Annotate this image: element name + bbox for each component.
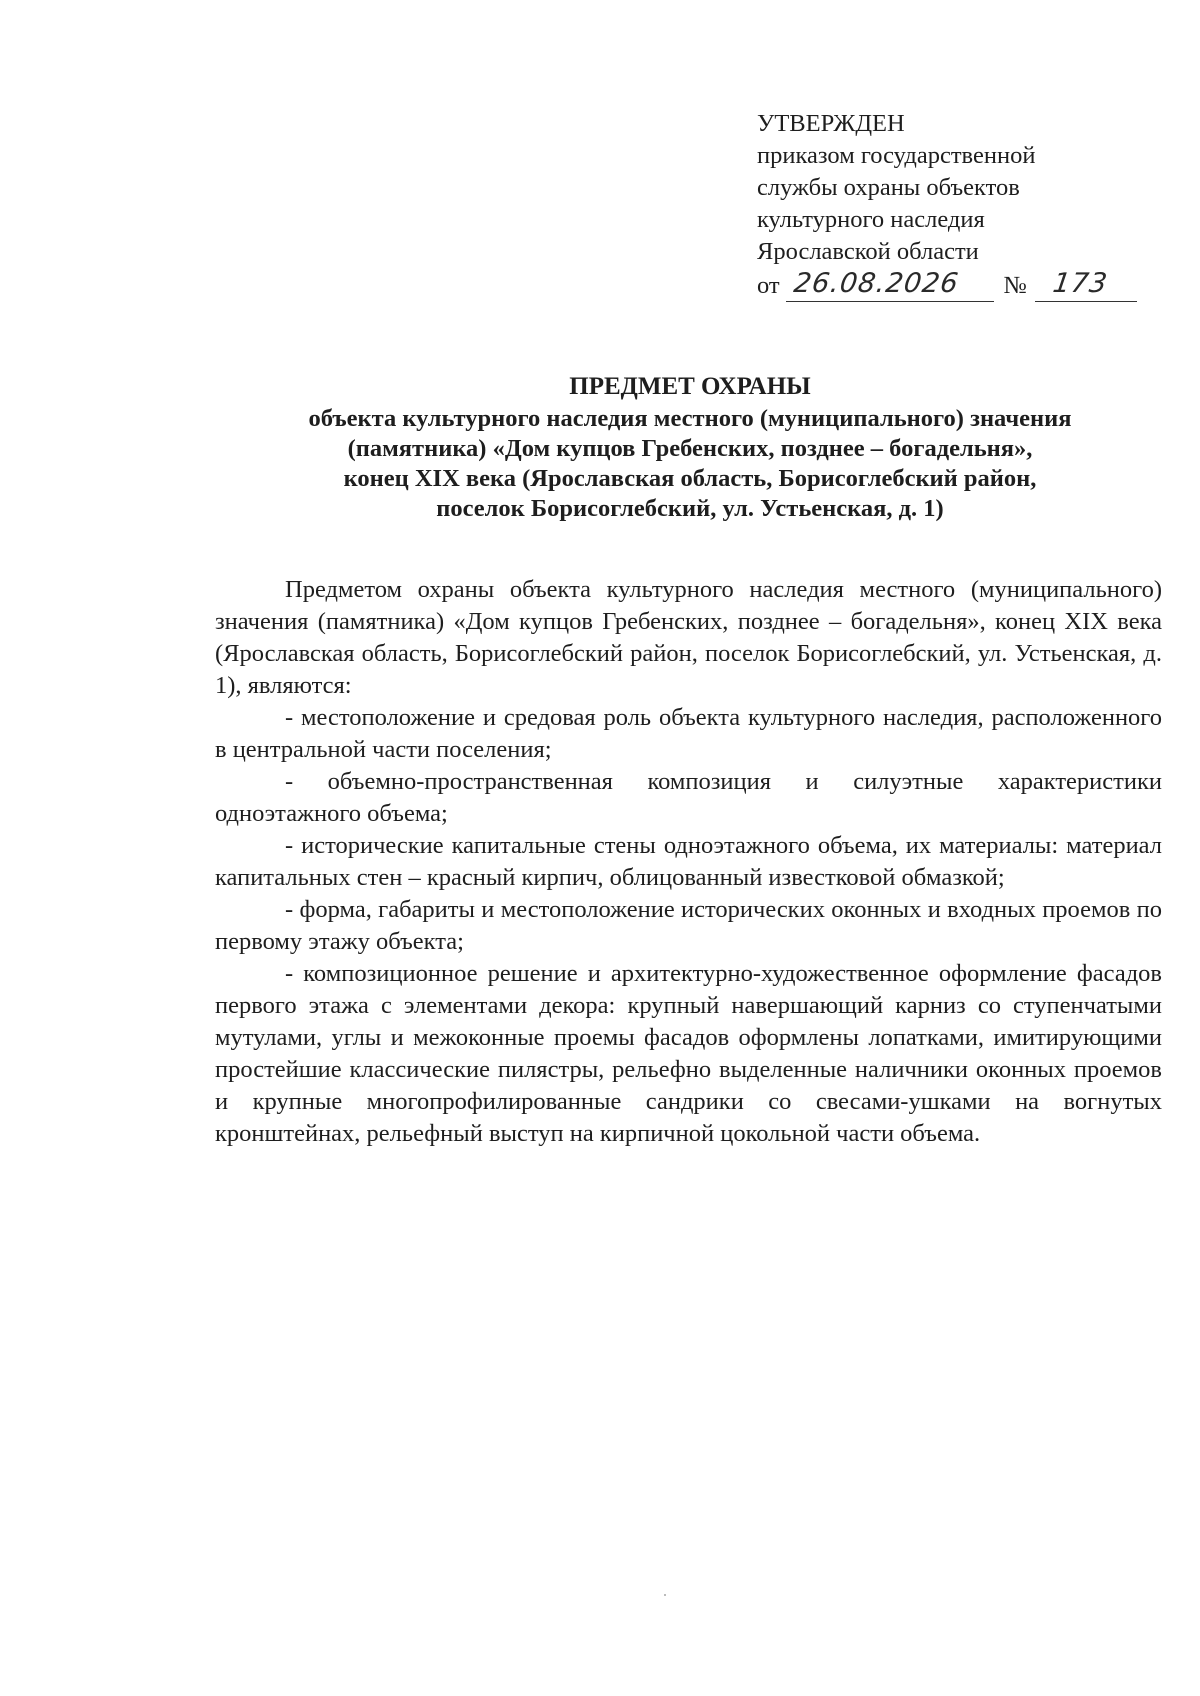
- approval-line: Ярославской области: [757, 238, 979, 265]
- title-line: поселок Борисоглебский, ул. Устьенская, д. 1): [436, 495, 944, 522]
- approval-date-number-row: [757, 268, 1157, 302]
- title-line: (памятника) «Дом купцов Гребенских, позднее – богадельня»,: [347, 435, 1033, 462]
- date-blank: [786, 268, 994, 302]
- approval-line: службы охраны объектов: [757, 174, 1020, 201]
- approval-heading: УТВЕРЖДЕН: [757, 110, 905, 137]
- approval-line: культурного наследия: [757, 206, 985, 233]
- list-item: - объемно-пространственная композиция и силуэтные характеристики одноэтажного объема;: [215, 768, 1162, 827]
- handwritten-date: 26.08.2026: [791, 268, 961, 299]
- list-item: - композиционное решение и архитектурно-художественное оформление фасадов первого этажа с элементами декора: крупный навершающий карниз со ступенчатыми мутулами, углы и межоконные проемы фасадов оформлены лопатками, имитирующими простейшие классические пилястры, рельефно выделенные наличники оконных проемов и крупные многопрофилированные сандрики со свесами-ушками на вогнутых кронштейнах, рельефный выступ на кирпичной цокольной части объема.: [215, 960, 1162, 1147]
- number-label: №: [1003, 272, 1028, 299]
- list-item: - местоположение и средовая роль объекта культурного наследия, расположенного в центральной части поселения;: [215, 704, 1162, 763]
- handwritten-number: 173: [1050, 268, 1110, 299]
- document-body: [215, 574, 1162, 1150]
- title-main: ПРЕДМЕТ ОХРАНЫ: [569, 373, 811, 400]
- list-item: - форма, габариты и местоположение исторических оконных и входных проемов по первому этажу объекта;: [215, 896, 1162, 955]
- approval-line: приказом государственной: [757, 142, 1036, 169]
- scan-speck: [664, 1594, 666, 1596]
- number-blank: [1035, 268, 1137, 302]
- approval-block: [757, 108, 1157, 302]
- document-title: [215, 372, 1165, 524]
- date-label: от: [757, 272, 780, 299]
- title-line: объекта культурного наследия местного (муниципального) значения: [308, 405, 1072, 432]
- title-line: конец XIX века (Ярославская область, Борисоглебский район,: [343, 465, 1037, 492]
- intro-paragraph: Предметом охраны объекта культурного наследия местного (муниципального) значения (памятника) «Дом купцов Гребенских, позднее – богадельня», конец XIX века (Ярославская область, Борисоглебский район, поселок Борисоглебский, ул. Устьенская, д. 1), являются:: [215, 576, 1162, 699]
- list-item: - исторические капитальные стены одноэтажного объема, их материалы: материал капитальных стен – красный кирпич, облицованный известковой обмазкой;: [215, 832, 1162, 891]
